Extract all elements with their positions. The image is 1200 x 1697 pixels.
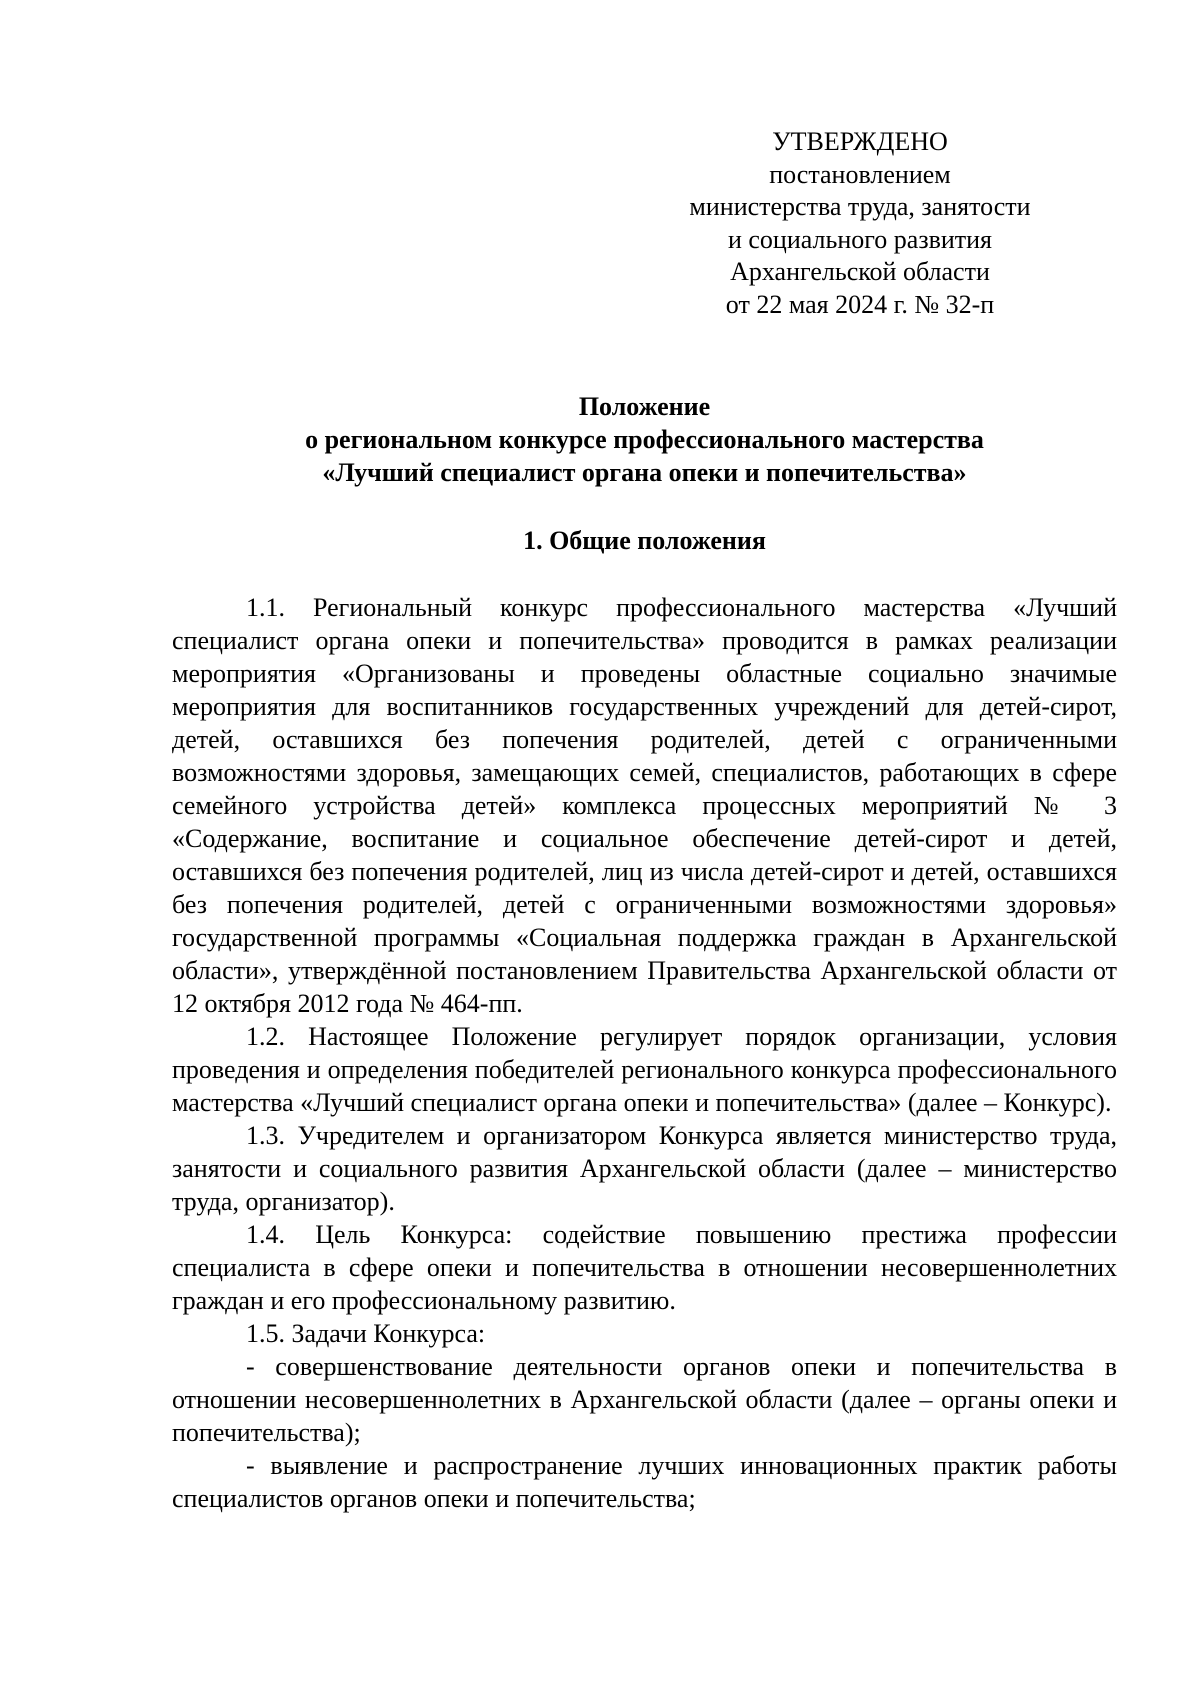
approval-line: Архангельской области	[730, 257, 990, 286]
approval-line: постановлением	[769, 159, 951, 189]
section-heading: 1. Общие положения	[523, 526, 766, 555]
paragraph-1-3: 1.3. Учредителем и организатором Конкурса является министерство труда, занятости и социального развития Архангельской области (далее – министерство труда, организатор).	[172, 1121, 1117, 1216]
approval-line: и социального развития	[727, 224, 993, 254]
paragraph-1-2: 1.2. Настоящее Положение регулирует порядок организации, условия проведения и определения победителей регионального конкурса профессионального мастерства «Лучший специалист органа опеки и попечительства» (далее – Конкурс).	[172, 1022, 1117, 1117]
paragraph-1-4: 1.4. Цель Конкурса: содействие повышению престижа профессии специалиста в сфере опеки и попечительства в отношении несовершеннолетних граждан и его профессиональному развитию.	[172, 1220, 1117, 1315]
list-item: - выявление и распространение лучших инновационных практик работы специалистов органов опеки и попечительства;	[172, 1451, 1117, 1513]
document-title	[172, 390, 1117, 489]
paragraph-1-5: 1.5. Задачи Конкурса:	[246, 1319, 486, 1348]
approval-line: министерства труда, занятости	[689, 192, 1031, 221]
paragraph-1-1: 1.1. Региональный конкурс профессионального мастерства «Лучший специалист органа опеки и попечительства» проводится в рамках реализации мероприятия «Организованы и проведены областные социально значимые мероприятия для воспитанников государственных учреждений для детей-сирот, детей, оставшихся без попечения родителей, детей с ограниченными возможностями здоровья, замещающих семей, специалистов, работающих в сфере семейного устройства детей» комплекса процессных мероприятий № 3 «Содержание, воспитание и социальное обеспечение детей-сирот и детей, оставшихся без попечения родителей, лиц из числа детей-сирот и детей, оставшихся без попечения родителей, детей с ограниченными возможностями здоровья» государственной программы «Социальная поддержка граждан в Архангельской области», утверждённой постановлением Правительства Архангельской области от 12 октября 2012 года № 464-пп.	[172, 593, 1117, 1018]
document-title-line: о региональном конкурсе профессионального мастерства	[305, 425, 984, 454]
document-title-line: «Лучший специалист органа опеки и попечительства»	[322, 458, 967, 487]
document-title-line: Положение	[578, 392, 711, 421]
list-item: - совершенствование деятельности органов опеки и попечительства в отношении несовершеннолетних в Архангельской области (далее – органы опеки и попечительства);	[172, 1352, 1117, 1447]
approval-stamp-word: УТВЕРЖДЕНО	[772, 127, 948, 156]
document-body	[172, 591, 1117, 1515]
approval-block	[680, 126, 1040, 321]
approval-date: от 22 мая 2024 г. № 32-п	[725, 289, 995, 319]
